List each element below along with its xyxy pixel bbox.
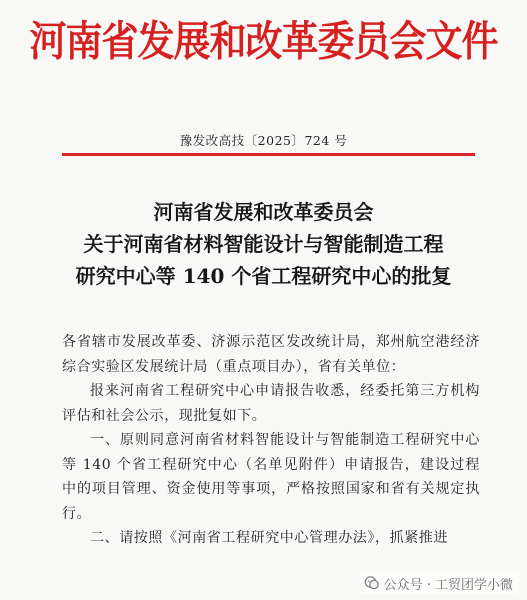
title-line: 研究中心等 140 个省工程研究中心的批复 (75, 264, 452, 288)
red-separator-line (62, 153, 475, 156)
title-line: 河南省发展和改革委员会 (153, 200, 374, 224)
title-line: 关于河南省材料智能设计与智能制造工程 (83, 232, 444, 256)
wechat-official-account-icon (364, 575, 380, 591)
document-masthead: 河南省发展和改革委员会文件 (29, 16, 498, 66)
body-paragraph: 报来河南省工程研究中心申请报告收悉，经委托第三方机构评估和社会公示，现批复如下。 (62, 383, 480, 424)
body-paragraph: 一、原则同意河南省材料智能设计与智能制造工程研究中心等 140 个省工程研究中心（名单见附件）申请报告，建设过程中的项目管理、资金使用等事项，严格按照国家和省有关规定执行。 (62, 432, 480, 522)
body-paragraph: 二、请按照《河南省工程研究中心管理办法》，抓紧推进 (90, 530, 448, 546)
document-number: 豫发改高技〔2025〕724 号 (179, 133, 348, 148)
addressee-paragraph: 各省辖市发展改革委、济源示范区发改统计局，郑州航空港经济综合实验区发展统计局（重点项目办），省有关单位： (62, 334, 480, 375)
document-title (0, 196, 527, 292)
document-body (62, 330, 480, 551)
watermark (360, 572, 519, 594)
watermark-text: 公众号 · 工贸团学小微 (383, 577, 513, 593)
